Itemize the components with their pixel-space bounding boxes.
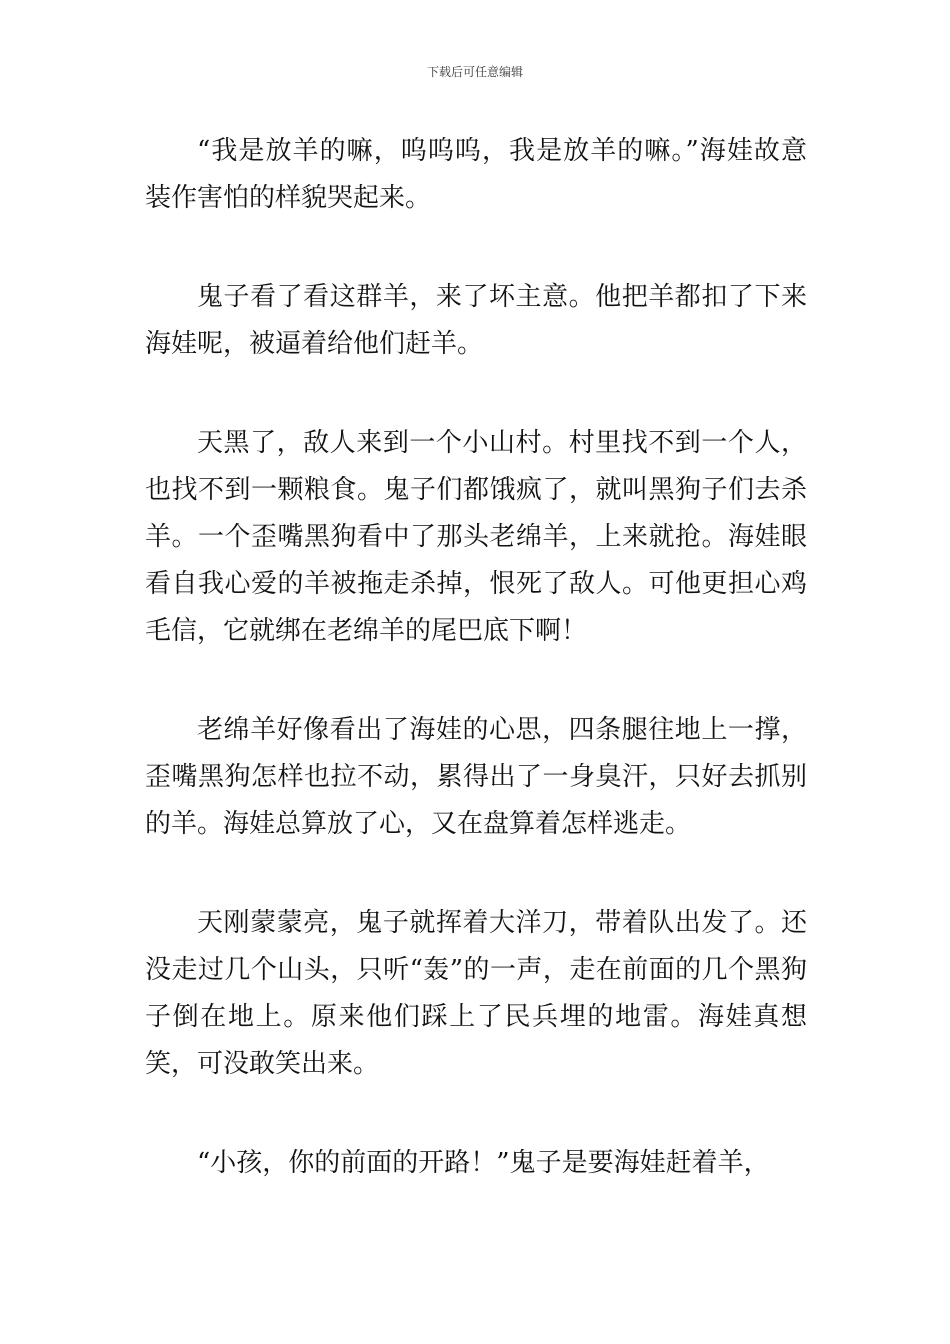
paragraph-3: 天黑了，敌人来到一个小山村。村里找不到一个人，也找不到一颗粮食。鬼子们都饿疯了，就叫黑狗子们去杀羊。一个歪嘴黑狗看中了那头老绵羊，上来就抢。海娃眼看自我心爱的羊被拖走杀掉，恨死了敌人。可他更担心鸡毛信，它就绑在老绵羊的尾巴底下啊！	[145, 428, 807, 646]
page-header: 下载后可任意编辑	[426, 65, 523, 79]
paragraph-1: “我是放羊的嘛，呜呜呜，我是放羊的嘛。”海娃故意装作害怕的样貌哭起来。	[145, 136, 807, 213]
paragraph-2: 鬼子看了看这群羊，来了坏主意。他把羊都扣了下来海娃呢，被逼着给他们赶羊。	[145, 282, 807, 359]
paragraph-4: 老绵羊好像看出了海娃的心思，四条腿往地上一撑，歪嘴黑狗怎样也拉不动，累得出了一身臭汗，只好去抓别的羊。海娃总算放了心，又在盘算着怎样逃走。	[145, 715, 807, 839]
document-body	[145, 128, 807, 1239]
paragraph-6: “小孩，你的前面的开路！”鬼子是要海娃赶着羊，	[197, 1148, 770, 1178]
paragraph-5: 天刚蒙蒙亮，鬼子就挥着大洋刀，带着队出发了。还没走过几个山头，只听“轰”的一声，走在前面的几个黑狗子倒在地上。原来他们踩上了民兵埋的地雷。海娃真想笑，可没敢笑出来。	[145, 908, 807, 1079]
